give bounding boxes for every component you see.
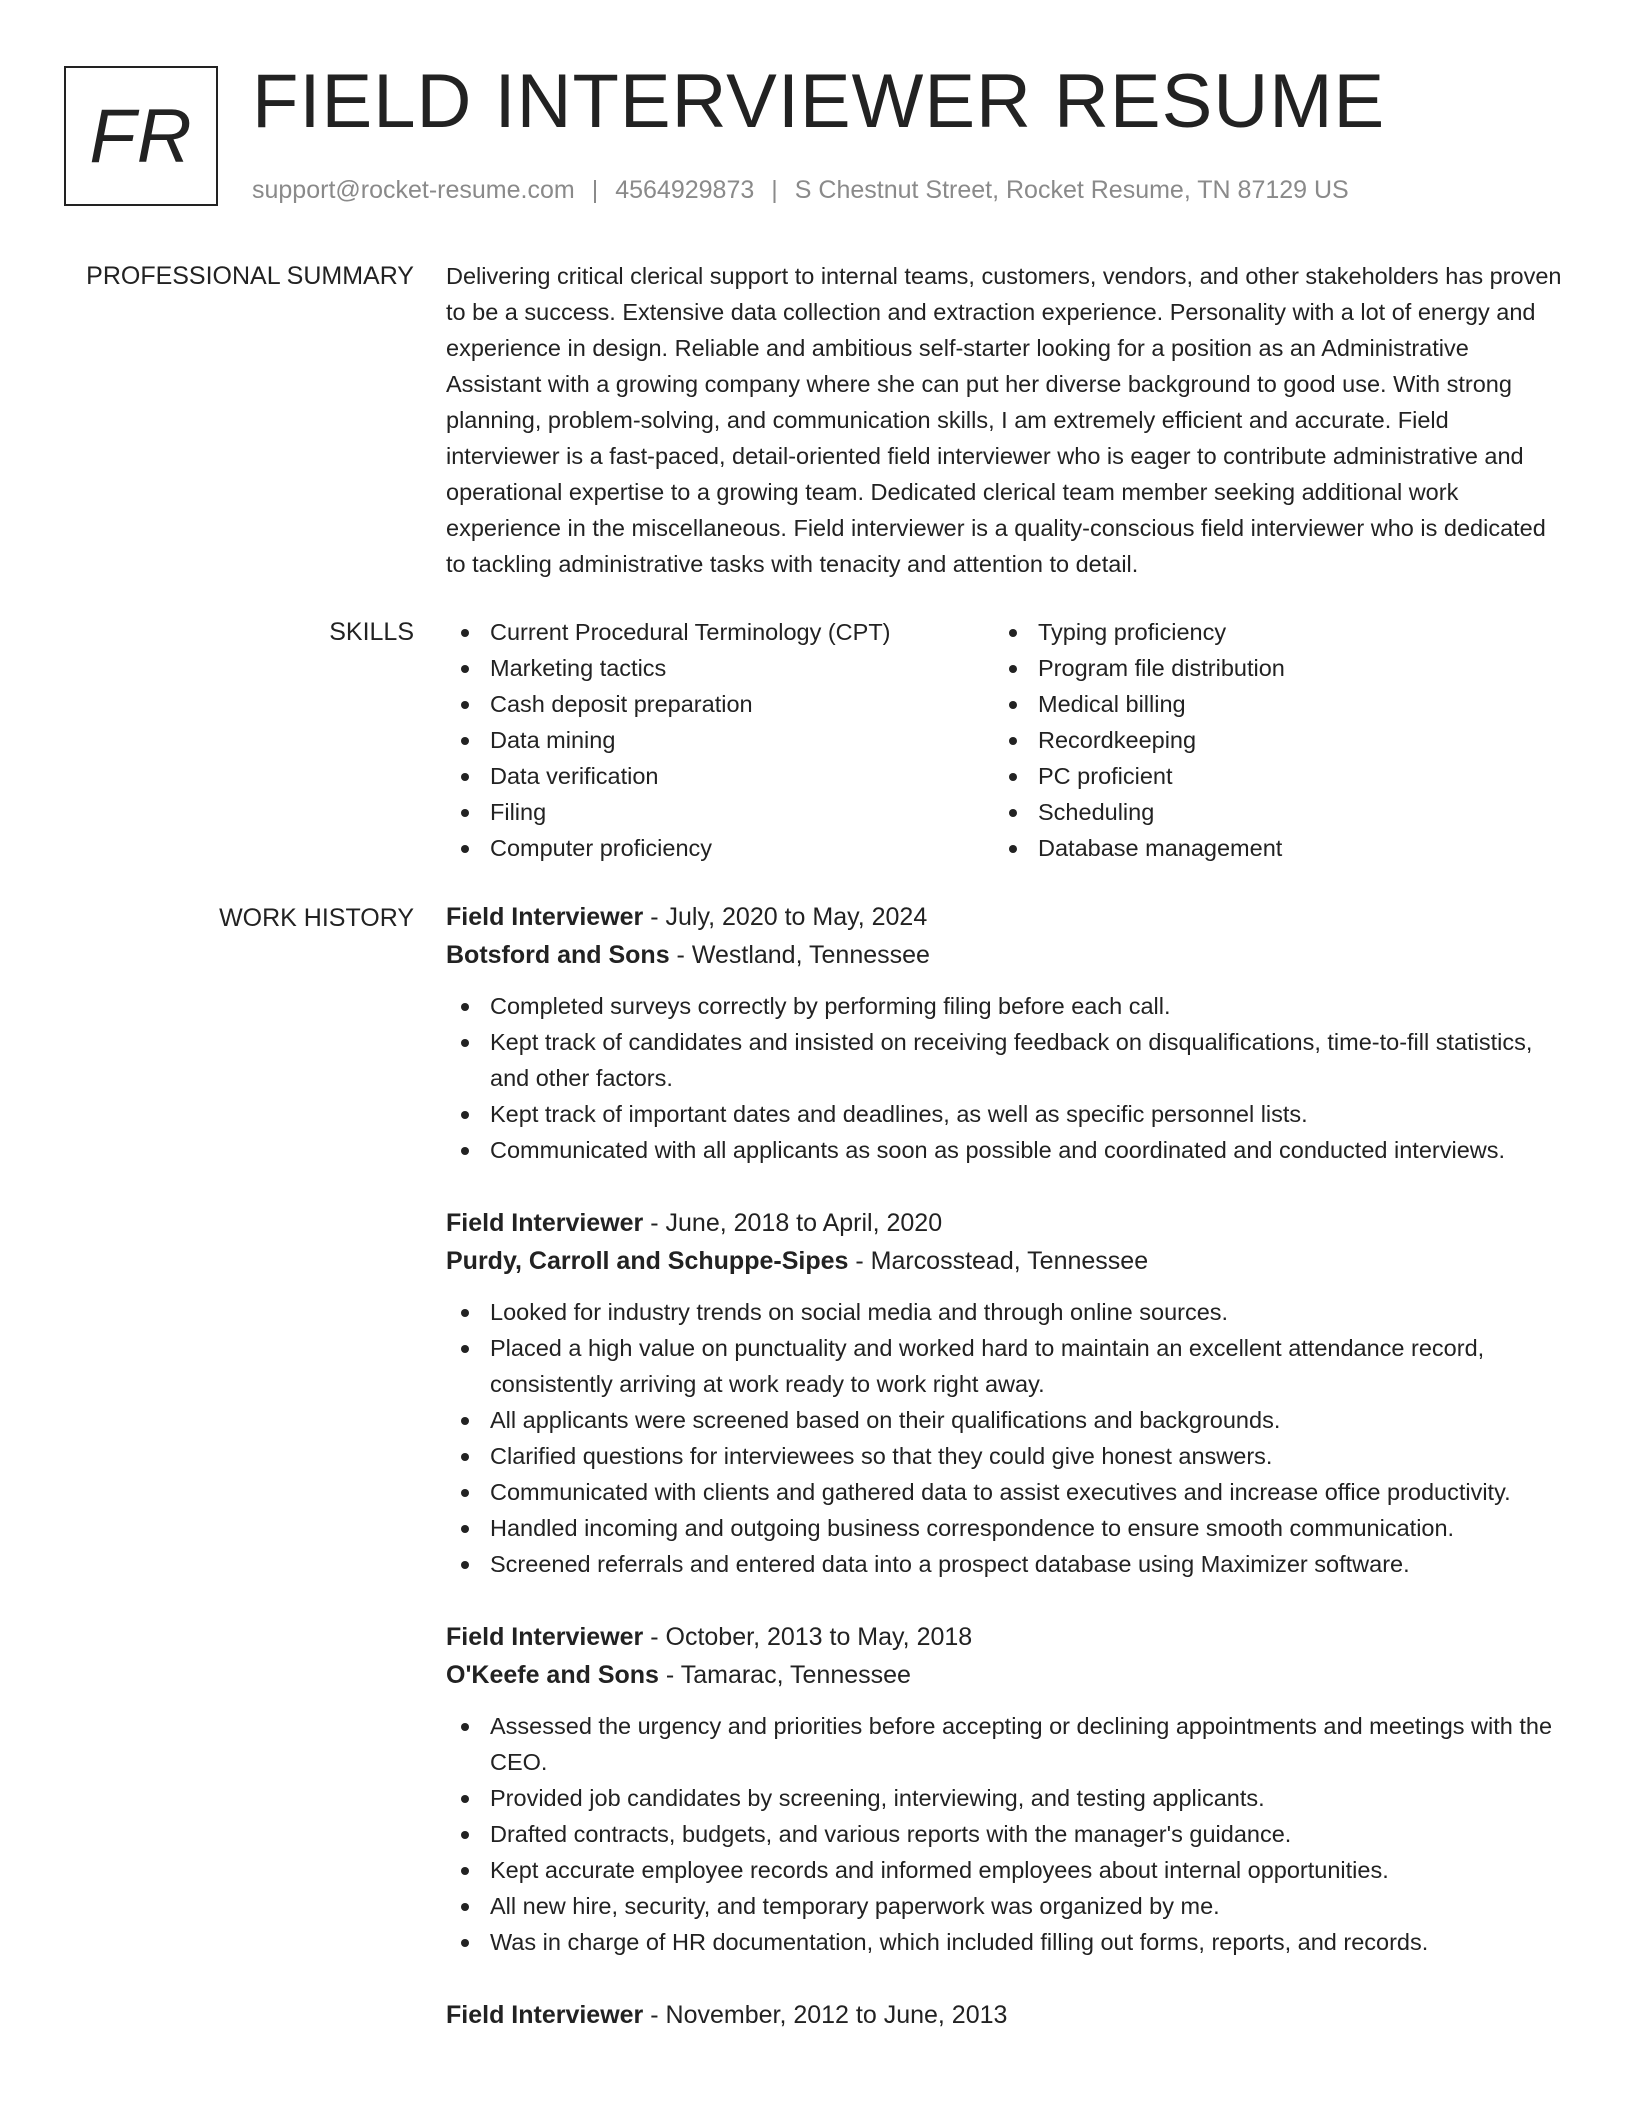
monogram-logo: FR	[64, 66, 218, 206]
contact-separator: |	[591, 176, 599, 204]
skill-item: Data verification	[446, 758, 994, 794]
job-dates: - October, 2013 to May, 2018	[643, 1623, 973, 1651]
skill-item: Cash deposit preparation	[446, 686, 994, 722]
contact-line	[252, 174, 1349, 206]
job-title-line	[446, 1996, 1566, 2034]
skill-item: Medical billing	[994, 686, 1285, 722]
job-bullet: Clarified questions for interviewees so that they could give honest answers.	[446, 1438, 1566, 1474]
job-location: - Westland, Tennessee	[669, 941, 930, 969]
section-label-work-history: WORK HISTORY	[219, 904, 414, 932]
skill-item: Scheduling	[994, 794, 1285, 830]
skill-item: Computer proficiency	[446, 830, 994, 866]
skill-item: Typing proficiency	[994, 614, 1285, 650]
job-bullet: Communicated with clients and gathered data to assist executives and increase office productivity.	[446, 1474, 1566, 1510]
work-history-section	[446, 898, 1566, 2070]
job-dates: - November, 2012 to June, 2013	[643, 2001, 1008, 2029]
job-bullet: All new hire, security, and temporary paperwork was organized by me.	[446, 1888, 1566, 1924]
job-entry	[446, 898, 1566, 1168]
job-title-line	[446, 898, 1566, 936]
contact-email[interactable]: support@rocket-resume.com	[252, 176, 575, 204]
job-company-line	[446, 936, 1566, 974]
job-bullet: Handled incoming and outgoing business correspondence to ensure smooth communication.	[446, 1510, 1566, 1546]
skill-item: Database management	[994, 830, 1285, 866]
skill-item: PC proficient	[994, 758, 1285, 794]
job-company: Purdy, Carroll and Schuppe-Sipes	[446, 1247, 849, 1275]
job-bullet: Screened referrals and entered data into a prospect database using Maximizer software.	[446, 1546, 1566, 1582]
skills-section	[446, 614, 1566, 866]
job-bullet: Drafted contracts, budgets, and various reports with the manager's guidance.	[446, 1816, 1566, 1852]
job-company-line	[446, 1242, 1566, 1280]
contact-phone[interactable]: 4564929873	[615, 176, 755, 204]
job-dates: - July, 2020 to May, 2024	[643, 903, 928, 931]
skill-item: Recordkeeping	[994, 722, 1285, 758]
job-bullet: All applicants were screened based on their qualifications and backgrounds.	[446, 1402, 1566, 1438]
skill-item: Current Procedural Terminology (CPT)	[446, 614, 994, 650]
job-title: Field Interviewer	[446, 1209, 644, 1237]
job-entry	[446, 1996, 1566, 2034]
job-title-line	[446, 1204, 1566, 1242]
job-bullet: Kept accurate employee records and informed employees about internal opportunities.	[446, 1852, 1566, 1888]
job-location: - Tamarac, Tennessee	[658, 1661, 911, 1689]
job-bullet: Placed a high value on punctuality and worked hard to maintain an excellent attendance record, consistently arriving at work ready to work right away.	[446, 1330, 1566, 1402]
job-entry	[446, 1618, 1566, 1960]
skills-column-right	[994, 614, 1285, 866]
skill-item: Program file distribution	[994, 650, 1285, 686]
job-bullets	[446, 988, 1566, 1168]
job-title: Field Interviewer	[446, 2001, 644, 2029]
job-bullets	[446, 1294, 1566, 1582]
job-company: Botsford and Sons	[446, 941, 670, 969]
job-entry	[446, 1204, 1566, 1582]
job-bullet: Completed surveys correctly by performing filing before each call.	[446, 988, 1566, 1024]
job-bullet: Assessed the urgency and priorities before accepting or declining appointments and meetings with the CEO.	[446, 1708, 1566, 1780]
skill-item: Filing	[446, 794, 994, 830]
job-bullet: Provided job candidates by screening, interviewing, and testing applicants.	[446, 1780, 1566, 1816]
job-bullet: Kept track of candidates and insisted on receiving feedback on disqualifications, time-to-fill statistics, and other factors.	[446, 1024, 1566, 1096]
skills-grid	[446, 614, 1566, 866]
job-company-line	[446, 1656, 1566, 1694]
job-location: - Marcosstead, Tennessee	[848, 1247, 1149, 1275]
job-title: Field Interviewer	[446, 903, 644, 931]
job-bullet: Looked for industry trends on social media and through online sources.	[446, 1294, 1566, 1330]
job-bullet: Communicated with all applicants as soon as possible and coordinated and conducted interviews.	[446, 1132, 1566, 1168]
skill-item: Data mining	[446, 722, 994, 758]
section-label-summary: PROFESSIONAL SUMMARY	[86, 262, 414, 290]
job-bullets	[446, 1708, 1566, 1960]
skill-item: Marketing tactics	[446, 650, 994, 686]
summary-text: Delivering critical clerical support to internal teams, customers, vendors, and other stakeholders has proven to be a success. Extensive data collection and extraction experience. Personality with a lot of energy and experience in design. Reliable and ambitious self-starter looking for a position as an Administrative Assistant with a growing company where she can put her diverse background to good use. With strong planning, problem-solving, and communication skills, I am extremely efficient and accurate. Field interviewer is a fast-paced, detail-oriented field interviewer who is eager to contribute administrative and operational expertise to a growing team. Dedicated clerical team member seeking additional work experience in the miscellaneous. Field interviewer is a quality-conscious field interviewer who is dedicated to tackling administrative tasks with tenacity and attention to detail.	[446, 263, 1562, 577]
job-bullet: Was in charge of HR documentation, which included filling out forms, reports, and records.	[446, 1924, 1566, 1960]
job-bullet: Kept track of important dates and deadlines, as well as specific personnel lists.	[446, 1096, 1566, 1132]
skills-column-left	[446, 614, 994, 866]
contact-address: S Chestnut Street, Rocket Resume, TN 87129 US	[794, 176, 1349, 204]
job-title: Field Interviewer	[446, 1623, 644, 1651]
summary-section	[446, 258, 1566, 582]
job-dates: - June, 2018 to April, 2020	[643, 1209, 943, 1237]
job-company: O'Keefe and Sons	[446, 1661, 659, 1689]
section-label-skills: SKILLS	[329, 618, 414, 646]
job-title-line	[446, 1618, 1566, 1656]
resume-title: FIELD INTERVIEWER RESUME	[252, 59, 1386, 144]
contact-separator: |	[771, 176, 778, 204]
